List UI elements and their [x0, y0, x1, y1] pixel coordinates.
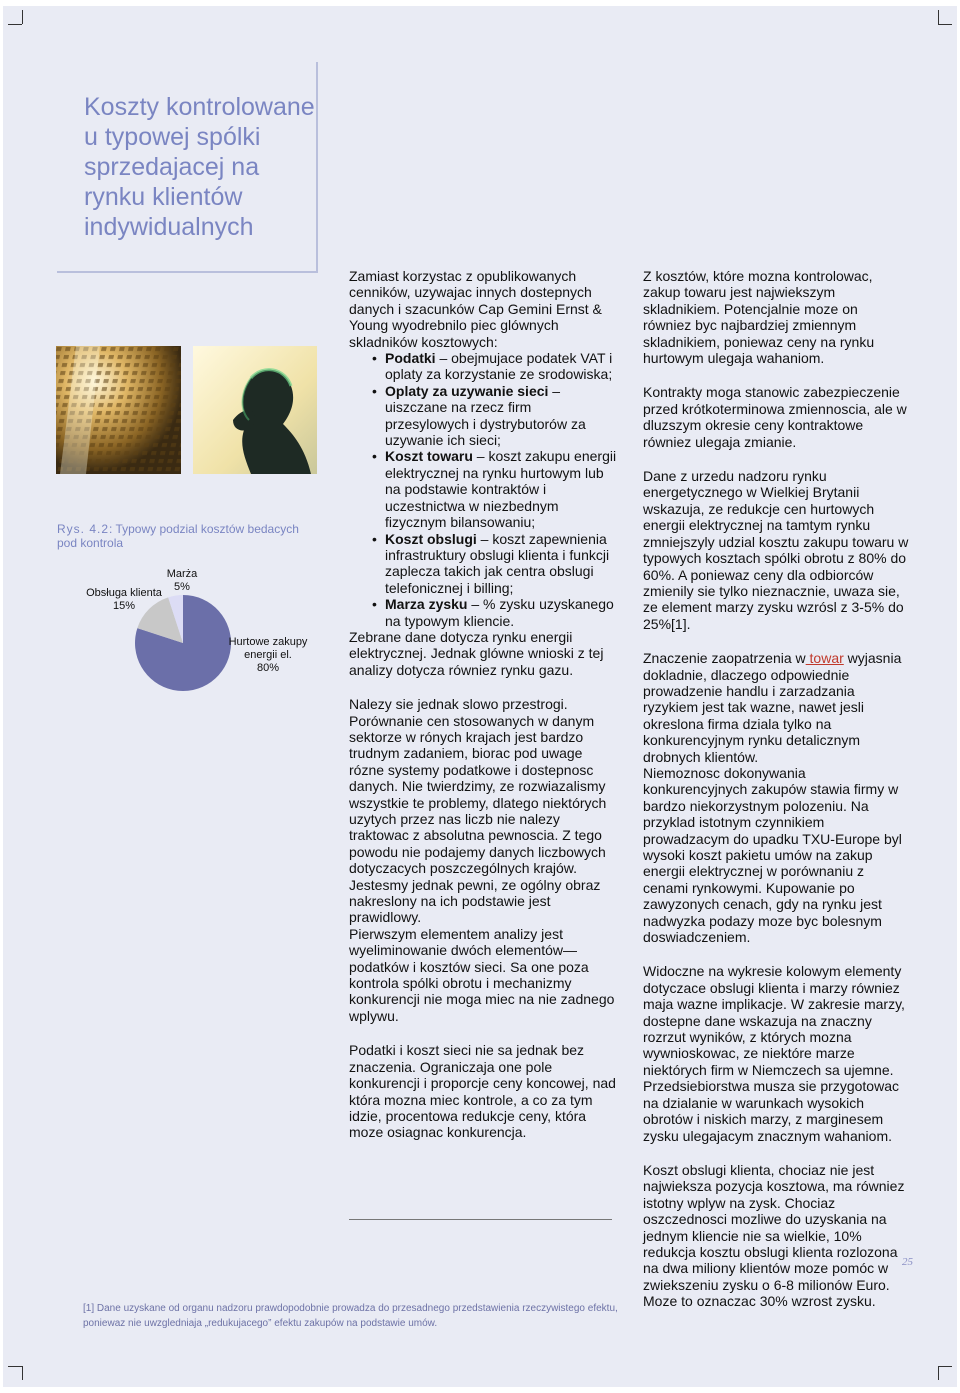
- list-item-text: – koszt zapewnienia infrastruktury obslugi klienta i funkcji zaplecza takich jak centra obslugi telefonicznej i billing;: [385, 530, 610, 596]
- list-item-term: Oplaty za uzywanie sieci: [385, 382, 549, 399]
- title-line: Koszty kontrolowane: [84, 93, 315, 121]
- crop-mark-bottom-right-h: [938, 1366, 952, 1367]
- title-line: rynku klientów: [84, 183, 243, 211]
- cost-components-list: [349, 350, 617, 629]
- crop-mark-bottom-left-h: [8, 1366, 22, 1367]
- pie-label-obsluga: [78, 587, 170, 613]
- crop-mark-bottom-left-v: [22, 1366, 23, 1380]
- figure-caption-text: : Typowy podzial kosztów bedacych pod kontrola: [57, 522, 299, 550]
- col1-paragraph: Pierwszym elementem analizy jest wyeliminowanie dwóch elementów— podatków i kosztów sieci. Sa one poza kontrola spólki obrotu i mechanizmy konkurencji nie moga miec na nie zadnego wplywu.: [349, 925, 615, 1024]
- pie-label-text: Hurtowe zakupy: [228, 636, 308, 648]
- footnote-divider: [349, 1219, 612, 1220]
- list-item-term: Podatki: [385, 350, 436, 367]
- col2-text: Znaczenie zaopatrzenia w: [643, 650, 806, 667]
- towar-link[interactable]: towar: [805, 650, 844, 667]
- col1-paragraph: Podatki i koszt sieci nie sa jednak bez znaczenia. Ograniczaja one pole konkurencji i proporcje ceny koncowej, nad która mozna miec kontrole, a co za tym idzie, procentowa redukcje ceny, która moze osiagnac konkurencja.: [349, 1042, 616, 1141]
- col1-after-list: Zebrane dane dotycza rynku energii elektrycznej. Jednak glówne wnioski z tej analizy dotycza równiez rynku gazu.: [349, 628, 604, 678]
- list-item: [385, 596, 617, 629]
- pie-label-value: 80%: [256, 662, 280, 674]
- col1-paragraph: Nalezy sie jednak slowo przestrogi. Porównanie cen stosowanych w danym sektorze w rónych krajach jest bardzo trudnym zadaniem, biorac pod uwage rózne systemy podatkowe i dostepnosc danych. Nie twierdzimy, ze rozwiazalismy wszystkie te problemy, dlatego niektórych uzytych przez nas liczb nie nalezy traktowac z absolutna pewnoscia. Z tego powodu nie podajemy danych liczbowych dotyczacych poszczególnych krajów. Jestesmy jednak pewni, ze ogólny obraz nakreslony na ich podstawie jest prawidlowy.: [349, 696, 607, 926]
- title-line: sprzedajacej na: [84, 153, 260, 181]
- crop-mark-bottom-right-v: [938, 1366, 939, 1380]
- crop-mark-top-right-v: [938, 10, 939, 24]
- col2-paragraph: [643, 650, 909, 765]
- list-item-text: – % zysku uzyskanego na typowym kliencie.: [385, 596, 614, 629]
- list-item-text: – obejmujace podatek VAT i oplaty za korzystanie ze srodowiska;: [385, 350, 613, 383]
- pie-label-text: Obsługa klienta: [86, 587, 162, 599]
- crop-mark-top-right-h: [938, 24, 952, 25]
- footnote: [1] Dane uzyskane od organu nadzoru prawdopodobnie prowadza do przesadnego przedstawienia rzeczywistego efektu, poniewaz nie uwzgledniaja „redukujacego” efektu zakupów na podstawie umów.: [83, 1303, 618, 1329]
- crop-mark-top-left-v: [22, 10, 23, 24]
- page-title: [84, 92, 319, 242]
- col2-paragraph: Niemoznosc dokonywania konkurencyjnych zakupów stawia firmy w bardzo niekorzystnym polozeniu. Na przyklad istotnym czynnikiem prowadzacym do upadku TXU-Europe byl wysoki koszt pakietu umów na zakup energii elektrycznej w porównaniu z cenami rynkowymi. Kupowanie po zawyzonych cenach, gdy na rynku jest nadwyzka podazy moze byc bolesnym doswiadczeniem.: [643, 764, 902, 946]
- title-line: u typowej spólki: [84, 123, 261, 151]
- figure-label: Rys. 4.2: [57, 522, 110, 536]
- text-column-1: [349, 268, 617, 1141]
- list-item-term: Koszt towaru: [385, 448, 473, 465]
- silhouette-photo: [193, 346, 317, 474]
- title-line: indywidualnych: [84, 213, 254, 241]
- list-item: [385, 448, 617, 530]
- col1-intro: Zamiast korzystac z opublikowanych cenników, uzywajac innych dostepnych danych i szacunków Cap Gemini Ernst & Young wyodrebnilo piec glównych skladników kosztowych:: [349, 268, 602, 350]
- pie-label-value: 5%: [174, 581, 190, 593]
- col2-paragraph: Widoczne na wykresie kolowym elementy dotyczace obslugi klienta i marzy równiez maja wazne implikacje. W zakresie marzy, dostepne dane wskazuja na znaczny rozrzut wyników, z których mozna wywnioskowac, ze niektóre marze niektórych firm w Niemczech sa ujemne. Przedsiebiorstwa musza sie przygotowac na dzialanie w warunkach wysokich obrotów i niskich marzy, z marginesem zysku ulegajacym znacznym wahaniom.: [643, 963, 905, 1144]
- figure-caption: [57, 522, 317, 550]
- list-item-text: – uiszczane na rzecz firm przesylowych i dystrybutorów za uzywanie ich sieci;: [385, 382, 586, 449]
- list-item: [385, 531, 617, 597]
- list-item-term: Koszt obslugi: [385, 530, 477, 547]
- pie-label-text: energii el.: [244, 649, 292, 661]
- pie-chart: [60, 560, 320, 700]
- col2-paragraph: Koszt obslugi klienta, chociaz nie jest najwieksza pozycja kosztowa, ma równiez istotny wplyw na zysk. Chociaz oszczednosci mozliwe do uzyskania na jednym kliencie nie sa wielkie, 10% redukcja kosztu obslugi klienta rozlozona na dwa miliony klientów moze pomóc w zwiekszeniu zysku o 6-8 milionów Euro. Moze to oznaczac 30% wzrost zysku.: [643, 1161, 905, 1310]
- list-item: [385, 383, 617, 449]
- crop-mark-top-left-h: [8, 24, 22, 25]
- page-number: 25: [902, 1256, 913, 1268]
- text-column-2: [643, 268, 909, 1310]
- pie-label-hurtowe: [220, 636, 316, 675]
- col2-paragraph: Kontrakty moga stanowic zabezpieczenie przed krótkoterminowa zmiennoscia, ale w dluzszym okresie ceny kontraktowe równiez ulegaja zmianie.: [643, 384, 907, 450]
- pie-label-value: 15%: [112, 600, 136, 612]
- list-item-text: – koszt zakupu energii elektrycznej na rynku hurtowym lub na podstawie kontraktów i uczestnictwa w niezbednym fizycznym bilansowaniu;: [385, 448, 617, 531]
- col2-paragraph: Z kosztów, które mozna kontrolowac, zakup towaru jest najwiekszym skladnikiem. Potencjalnie moze on równiez byc najbardziej zmiennym skladnikiem, poniewaz ceny na rynku hurtowym ulegaja wahaniom.: [643, 268, 875, 367]
- col2-text: wyjasnia dokladnie, dlaczego odpowiednie prowadzenie handlu i zarzadzania ryzykiem jest tak wazne, nawet jesli okreslona firma dziala tylko na konkurencyjnym rynku detalicznym drobnych klientów.: [643, 650, 902, 765]
- list-item: [385, 350, 617, 383]
- building-photo: [56, 346, 181, 474]
- sidebar-horizontal-rule: [57, 271, 318, 273]
- list-item-term: Marza zysku: [385, 596, 468, 613]
- col2-paragraph: Dane z urzedu nadzoru rynku energetycznego w Wielkiej Brytanii wskazuja, ze redukcje cen hurtowych energii elektrycznej na tamtym rynku zmniejszyly udzial kosztu zakupu towaru w typowych kosztach spólki obrotu z 80% do 60%. A poniewaz ceny dla odbiorców zmienily sie tylko nieznacznie, uwaza sie, ze element marzy zysku wzrósl z 3-5% do 25%[1].: [643, 468, 909, 632]
- pie-label-marza: [160, 568, 204, 594]
- pie-label-text: Marża: [166, 568, 198, 580]
